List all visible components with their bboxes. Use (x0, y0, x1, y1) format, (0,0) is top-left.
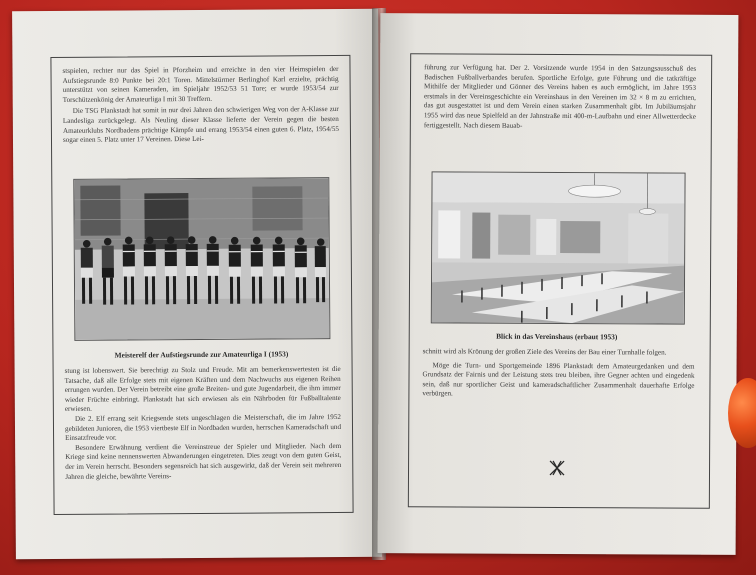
left-bottom-paragraph-2: Die 2. Elf errang seit Kriegsende stets ungeschlagen die Meisterschaft, die im Jahre 1952 gebildeten Junioren, die 1953 viertbeste Elf in Nordbaden wurden, herrschen Kameradschaft und Einsatzfreude vor. (64, 412, 342, 443)
team-photo-caption: Meisterelf der Aufstiegsrunde zur Amateurliga I (1953) (114, 349, 289, 360)
left-page (12, 9, 382, 560)
right-bottom-paragraph-2: Möge die Turn- und Sportgemeinde 1896 Plankstadt dem Amateurgedanken und dem Grundsatz der Fairnis und der Leistung stets treu bleiben, ihre Gegner achten und eingedenk sein, daß nur sportlicher Geist und kameradschaftlicher Zusammenhalt dauerhafte Erfolge verbürgen. (422, 360, 695, 398)
right-top-text-block (424, 63, 696, 132)
team-photo-image (74, 178, 329, 340)
right-page (378, 13, 739, 555)
left-top-paragraph-2: Die TSG Plankstadt hat somit in nur drei Jahren den schwierigen Weg von der A-Klasse zur Landesliga zurückgelegt. Als Neuling dieser Klasse lieferte der Verein gegen die besten Amateurklubs Nordbadens prächtige Kämpfe und errang 1953/54 einen guten 6. Platz, 1954/55 sogar einen 5. Platz unter 17 Vereinen. Diese Lei- (62, 105, 339, 145)
left-bottom-paragraph-3: Besondere Erwähnung verdient die Vereinstreue der Spieler und Mitglieder. Nach dem Kriege sind keine nennenswerten Abwanderungen eingetreten. Dies zeugt von dem guten Geist, der im Verein herrscht. Besonders segensreich hat sich ausgewirkt, daß der Verein seit mehreren Jahren die gleiche, bewährte Vereins- (65, 441, 342, 481)
diamond-ornament-icon (547, 458, 567, 478)
right-bottom-paragraph: schnitt wird als Krönung der großen Ziele des Vereins der Bau einer Turnhalle folgen. (422, 347, 667, 357)
left-bottom-text-block (65, 365, 342, 482)
clubhouse-photo-image (432, 172, 685, 323)
right-top-paragraph: führung zur Verfügung hat. Der 2. Vorsitzende wurde 1954 in den Satzungsausschuß des Badischen Fußballverbandes berufen. Sportliche Erfolge, gute Führung und die tatkräftige Mithilfe der Mitglieder und Gönner des Vereins haben es auch ermöglicht, im Jahre 1953 erstmals in der Vereinsgeschichte ein Vereinshaus in den Vereinen im 32 × 8 m zu errichten, das gut ausgestattet ist und dem Verein einen starken Zusammenhalt gibt. Im Jubiläumsjahr 1955 wird das neue Spielfeld an der Jahnstraße mit 400-m-Laufbahn und einer Allwetterdecke fertiggestellt. Nach diesem Bauab- (423, 63, 697, 130)
left-bottom-paragraph: stung ist lobenswert. Sie berechtigt zu Stolz und Freude. Mit am bemerkenswertesten ist die Tatsache, daß alle Erfolge stets mit eigenen Kräften und dem Nachwuchs aus eigenen Reihen errungen wurden. Der Verein betreibt eine große Breiten- und gute Jugendarbeit, die ihm immer wieder Früchte einbringt. Plankstadt hat sich erwiesen als ein Nährboden für Fußballtalente erwiesen. (64, 364, 341, 414)
left-top-text-block (62, 65, 339, 146)
clubhouse-photo (431, 171, 686, 324)
team-photo (73, 177, 330, 341)
clubhouse-photo-caption: Blick in das Vereinshaus (erbaut 1953) (496, 331, 618, 342)
right-bottom-text-block (422, 347, 694, 400)
left-top-paragraph: stspielen, rechter nur das Spiel in Pforzheim und erreichte in den vier Heimspielen der Aufstiegsrunde 8:0 Punkte bei 20:1 Toren. Mittelstürmer Berlinghof Karl erzielte, prächtig unterstützt von seinen Kameraden, im Spieljahr 1952/53 51 Tore; er wurde 1953/54 zur Torschützenkönig der Amateurliga I mit 30 Treffern. (62, 65, 339, 104)
